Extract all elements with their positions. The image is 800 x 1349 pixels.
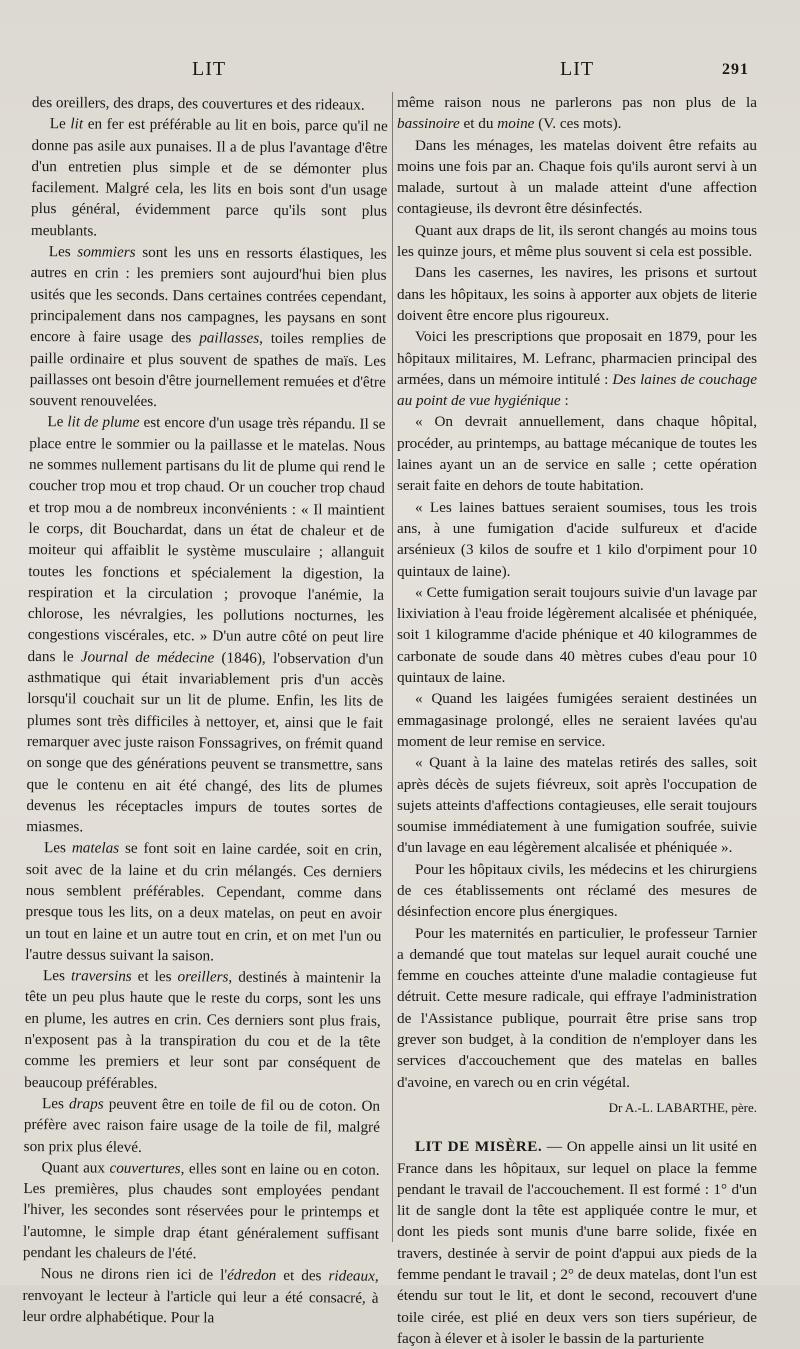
paragraph-menages: Dans les ménages, les matelas doivent être refaits au moins une fois par an. Chaque fois qu'ils auront servi à un malade, surtout à un malade atteint d'une affection contagieuse, ils devront être désinfectés. bbox=[397, 136, 757, 218]
column-divider bbox=[392, 92, 393, 1242]
paragraph-edredon: Nous ne dirons rien ici de l'édredon et des rideaux, renvoyant le lecteur à l'article qui leur a été consacré, à leur ordre alphabétique. Pour la bbox=[22, 1265, 379, 1327]
left-column bbox=[22, 92, 388, 1330]
quote-matelas-salles: « Quant à la laine des matelas retirés des salles, soit après décès de sujets fiévreux, soit après l'occupation de sujets atteints d'affections contagieuses, elle serait toujours soumise immédiatement à une fumigation soufrée, suivie d'un lavage en eau légèrement alcalisée et phéniquée ». bbox=[397, 754, 757, 857]
paragraph-draps: Les draps peuvent être en toile de fil ou de coton. On préfère avec raison faire usage de la toile de fil, malgré son prix plus élevé. bbox=[23, 1095, 381, 1156]
running-title-right: LIT bbox=[560, 58, 595, 80]
page-number: 291 bbox=[722, 61, 749, 78]
paragraph-traversins: Les traversins et les oreillers, destinés à maintenir la tête un peu plus haute que le reste du corps, sont les uns en plume, les autres en crin. Ces derniers sont plus frais, n'exposent pas à la transpiration du cou et de la tête comme les premiers et leur sont par conséquent de beaucoup préférables. bbox=[24, 967, 382, 1092]
paragraph-continuation-right: même raison nous ne parlerons pas non plus de la bassinoire et du moine (V. ces mots). bbox=[397, 94, 757, 133]
paragraph-lit: Le lit en fer est préférable au lit en bois, parce qu'il ne donne pas asile aux punaises. Il a de plus l'avantage d'être d'un entretien plus simple et de se démonter plus facilement. Malgré cela, les lits en bois sont d'un usage plus général, évidemment parce qu'ils sont plus meublants. bbox=[30, 115, 388, 240]
paragraph-couvertures: Quant aux couvertures, elles sont en laine ou en coton. Les premières, plus chaudes sont employées pendant l'hiver, les secondes sont réservées pour le printemps et l'automne, le simple drap étant généralement suffisant pendant les chaleurs de l'été. bbox=[22, 1158, 380, 1263]
quote-fumigation: « Les laines battues seraient soumises, tous les trois ans, à une fumigation d'acide sulfureux et d'acide arsénieux (3 kilos de soufre et 1 kilo d'orpiment pour 10 quintaux de laine). bbox=[397, 498, 757, 580]
paragraph-maternites: Pour les maternités en particulier, le professeur Tarnier a demandé que tout matelas sur lequel aurait couché une femme en couches atteinte d'une maladie contagieuse fut détruit. Cette mesure radicale, qui effraye l'administration de l'Assistance publique, pourrait être prise sans trop grever son budget, à la condition de n'employer dans les services d'accouchement que des matelas en balles d'avoine, en varech ou en crin végétal. bbox=[397, 924, 757, 1091]
paragraph-sommiers: Les sommiers sont les uns en ressorts élastiques, les autres en crin : les premiers sont aujourd'hui bien plus usités que les seconds. Dans certaines contrées cependant, principalement dans nos campagnes, les paysans en sont encore à faire usage des paillasses, toiles remplies de paille ordinaire et plus souvent de spathes de maïs. Les paillasses ont besoin d'être journellement remuées et d'être souvent renouvelées. bbox=[29, 243, 387, 411]
paragraph-prescriptions: Voici les prescriptions que proposait en 1879, pour les hôpitaux militaires, M. Lefranc, pharmacien principal des armées, dans un mémoire intitulé : Des laines de couchage au point de vue hygiénique : bbox=[397, 328, 757, 410]
paragraph-casernes: Dans les casernes, les navires, les prisons et surtout dans les hôpitaux, les soins à apporter aux objets de literie doivent être encore plus rigoureux. bbox=[397, 264, 757, 324]
quote-lixiviation: « Cette fumigation serait toujours suivie d'un lavage par lixiviation à l'eau froide légèrement alcalisée et phéniquée, soit 1 kilogramme d'acide phénique et 40 kilogrammes de carbonate de soude dans 40 mètres cubes d'eau pour 10 quintaux de laine. bbox=[397, 583, 757, 687]
paragraph-continuation: des oreillers, des draps, des couvertures et des rideaux. bbox=[31, 93, 365, 114]
entry-headword: LIT DE MISÈRE. bbox=[415, 1138, 543, 1156]
running-title-left: LIT bbox=[192, 58, 227, 80]
paragraph-lit-de-plume: Le lit de plume est encore d'un usage très répandu. Il se place entre le sommier ou la paillasse et le matelas. Nous ne sommes nullement partisans du lit de plume qui rend le coucher trop mou et trop chaud. Or un coucher trop chaud et trop mou a de nombreux inconvénients : « Il maintient le corps, dit Bouchardat, dans un état de chaleur et de moiteur qui affaiblit le système musculaire ; allanguit toutes les fonctions et spécialement la digestion, la respiration et la circulation ; provoque l'anémie, la chlorose, les névralgies, les pollutions nocturnes, les congestions viscérales, etc. » D'un autre côté on peut lire dans le Journal de médecine (1846), l'observation d'un asthmatique qui était invariablement pris d'un accès lorsqu'il couchait sur un lit de plume. Enfin, les lits de plumes sont très difficiles à nettoyer, et, ainsi que le fait remarquer avec juste raison Fonssagrives, on frémit quand on songe que des générations peuvent se transmettre, sans que le contenu en ait été changé, des lits de plumes devenus les réceptacles impurs de toutes sortes de miasmes. bbox=[26, 413, 386, 836]
right-column bbox=[397, 92, 757, 1349]
entry-lit-de-misere: LIT DE MISÈRE. — On appelle ainsi un lit usité en France dans les hôpitaux, sur lequel on place la femme pendant le travail de l'accouchement. Il est formé : 1° d'un lit de sangle dont la tête est appliquée contre le mur, et dont les pieds sont munis d'une barre solide, fixée en travers, destinée à servir de point d'appui aux pieds de la femme pendant le travail ; 2° de deux matelas, dont l'un est étendu sur tout le lit, et dont le second, recouvert d'une toile cirée, est plié en deux vers son tiers supérieur, de façon à élever et à isoler le bassin de la parturiente bbox=[397, 1138, 757, 1347]
running-header bbox=[0, 58, 800, 84]
paragraph-matelas: Les matelas se font soit en laine cardée, soit en crin, soit avec de la laine et du crin mélangés. Ces derniers nous semblent préférables. Cependant, comme dans presque tous les lits, on a deux matelas, on peut en avoir un tout en laine et un autre tout en crin, et on met l'un ou l'autre dessus suivant la saison. bbox=[25, 839, 383, 965]
paragraph-draps-de-lit: Quant aux draps de lit, ils seront changés au moins tous les quinze jours, et même plus souvent si cela est possible. bbox=[397, 221, 757, 261]
author-signature: Dr A.-L. LABARTHE, père. bbox=[608, 1099, 757, 1115]
paragraph-hopitaux-civils: Pour les hôpitaux civils, les médecins et les chirurgiens de ces établissements ont réclamé des mesures de désinfection encore plus énergiques. bbox=[397, 860, 757, 921]
quote-battage: « On devrait annuellement, dans chaque hôpital, procéder, au printemps, au battage mécanique de toutes les laines ayant un an de service en salle ; cette opération serait faite en dehors de toute habitation. bbox=[397, 413, 757, 495]
quote-emmagasinage: « Quand les laigées fumigées seraient destinées un emmagasinage prolongé, elles ne seraient lavées qu'au moment de leur remise en service. bbox=[397, 690, 757, 750]
